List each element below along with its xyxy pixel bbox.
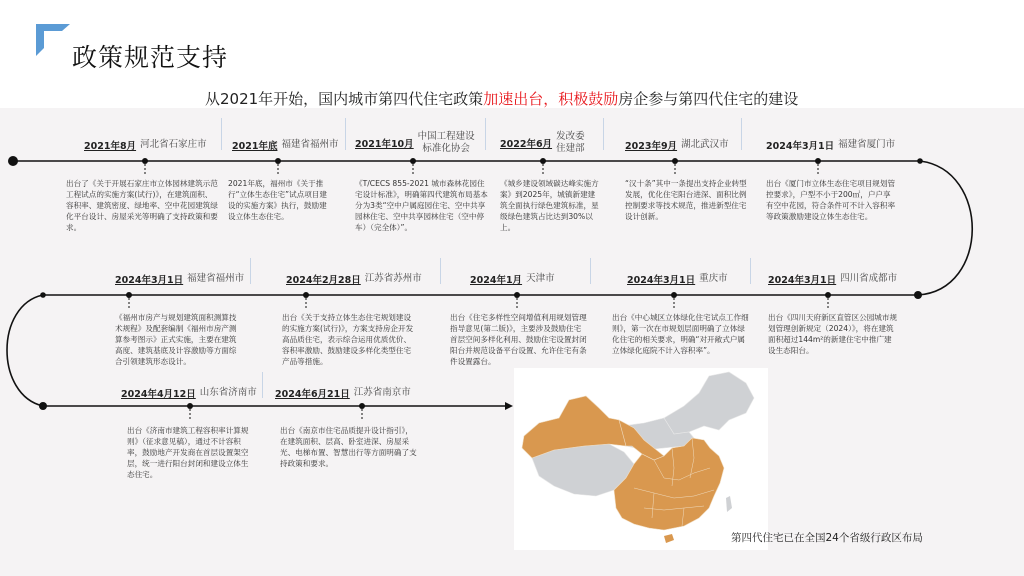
event-location: 福建省福州市 bbox=[281, 139, 339, 150]
event-location: 江苏省苏州市 bbox=[364, 273, 422, 284]
event-location: 山东省济南市 bbox=[199, 387, 257, 398]
event-description: 2021年底，福州市《关于推行“立体生态住宅”试点项目建设的实施方案》执行，鼓励建设立体生态住宅。 bbox=[228, 179, 327, 221]
subtitle-prefix: 从2021年开始，国内城市第四代住宅政策 bbox=[205, 90, 484, 108]
map-caption: 第四代住宅已在全国24个省级行政区布局 bbox=[731, 532, 923, 544]
event-date: 2024年1月 bbox=[470, 275, 523, 286]
event-description: 出台《济南市建筑工程容积率计算规则》（征求意见稿），通过不计容积率，鼓励地产开发商在首层设置架空层，统一进行阳台封闭和建设立体生态住宅。 bbox=[127, 426, 249, 479]
event-header bbox=[768, 272, 897, 286]
event-description: 出台《住宅多样性空间增值利用规划管理指导意见(第二版)》，主要涉及鼓励住宅首层空间多样化利用、鼓励住宅设置封闭阳台并规范设备平台设置、允许住宅有条件设置露台。 bbox=[450, 313, 587, 366]
separator bbox=[345, 118, 346, 150]
event-date: 2024年3月1日 bbox=[766, 141, 835, 152]
event-date: 2024年6月21日 bbox=[275, 389, 350, 400]
subtitle bbox=[205, 88, 798, 109]
event-location: 天津市 bbox=[526, 273, 555, 284]
event-description: 《城乡建设领域碳达峰实施方案》到2025年，城镇新建建筑全面执行绿色建筑标准，星级绿色建筑占比达到30%以上。 bbox=[500, 179, 599, 232]
separator bbox=[750, 258, 751, 284]
event-description: 出台《四川天府新区直管区公园城市规划管理创新规定（2024）》，将在建筑面积超过144m²的新建住宅中推广建设生态阳台。 bbox=[768, 313, 898, 355]
event-location: 河北省石家庄市 bbox=[140, 139, 207, 150]
event-description: 《T/CECS 855-2021 城市森林花园住宅设计标准》，明确第四代建筑布局基本分为3类“空中户属庭园住宅、空中共享园林住宅、空中共享园林住宅（空中停车）（完全体）”。 bbox=[355, 179, 488, 232]
event-description: 出台《南京市住宅品质提升设计指引》，在建筑面积、层高、卧室进深、房屋采光、电梯布置、智慧出行等方面明确了支持政策和要求。 bbox=[280, 426, 417, 468]
event-header bbox=[84, 138, 207, 152]
separator bbox=[262, 372, 263, 398]
event-date: 2024年4月12日 bbox=[121, 389, 196, 400]
event-date: 2021年8月 bbox=[84, 141, 137, 152]
separator bbox=[440, 258, 441, 284]
separator bbox=[250, 258, 251, 284]
event-location: 四川省成都市 bbox=[840, 273, 898, 284]
event-location: 福建省福州市 bbox=[187, 273, 245, 284]
subtitle-highlight-encourage: 积极鼓励 bbox=[558, 90, 619, 108]
event-date: 2024年3月1日 bbox=[627, 275, 696, 286]
event-description: 《福州市房产与规划建筑面积测算技术规程》及配套编制《福州市房产测算参考图示》正式实施，主要在建筑高度、建筑基底及计容激励等方面综合引领建筑形态设计。 bbox=[115, 313, 237, 366]
event-date: 2024年3月1日 bbox=[768, 275, 837, 286]
event-description: 出台《厦门市立体生态住宅项目规划管控要求》，户型不小于200㎡，户户享有空中花园，符合条件可不计入容积率等政策激励建设立体生态住宅。 bbox=[766, 179, 896, 221]
china-map bbox=[514, 368, 768, 550]
event-header bbox=[121, 386, 257, 400]
event-header bbox=[355, 131, 475, 155]
location-line: 标准化协会 bbox=[422, 143, 470, 154]
event-header bbox=[470, 272, 555, 286]
event-header bbox=[115, 272, 244, 286]
event-location bbox=[418, 131, 475, 155]
event-location: 福建省厦门市 bbox=[838, 139, 896, 150]
event-description: 出台《中心城区立体绿化住宅试点工作细则》，第一次在市规划层面明确了立体绿化住宅的相关要求，明确“对开敞式户属立体绿化庭院不计入容积率”。 bbox=[612, 313, 749, 355]
event-date: 2024年3月1日 bbox=[115, 275, 184, 286]
separator bbox=[221, 118, 222, 150]
location-line: 发改委 bbox=[556, 131, 585, 142]
subtitle-highlight-accelerate: 加速出台， bbox=[483, 90, 559, 108]
event-header bbox=[232, 138, 338, 152]
event-header bbox=[625, 138, 729, 152]
event-date: 2021年底 bbox=[232, 141, 278, 152]
event-description: 出台了《关于开展石家庄市立体园林建筑示范工程试点的实施方案(试行)》，在建筑面积、容积率、建筑密度、绿地率、空中花园建筑绿化平台设计、房屋采光等明确了支持政策和要求。 bbox=[66, 179, 218, 232]
location-line: 住建部 bbox=[556, 143, 585, 154]
event-location: 湖北武汉市 bbox=[681, 139, 729, 150]
location-line: 中国工程建设 bbox=[417, 131, 475, 142]
china-map-graphic bbox=[514, 368, 768, 550]
event-description: 出台《关于支持立体生态住宅规划建设的实施方案(试行)》，方案支持房企开发高品质住宅，表示综合运用优质优价、容积率激励、鼓励建设多样化类型住宅产品等措施。 bbox=[282, 313, 414, 366]
separator bbox=[590, 258, 591, 284]
separator bbox=[485, 118, 486, 150]
event-description: “汉十条”其中一条提出支持企业转型发展，优化住宅阳台进深、面积比例控制要求等技术规范，推进新型住宅设计创新。 bbox=[625, 179, 747, 221]
separator bbox=[741, 118, 742, 150]
event-date: 2024年2月28日 bbox=[286, 275, 361, 286]
separator bbox=[603, 118, 604, 150]
subtitle-suffix: 房企参与第四代住宅的建设 bbox=[618, 90, 799, 108]
event-header bbox=[766, 138, 895, 152]
event-date: 2023年9月 bbox=[625, 141, 678, 152]
corner-bracket-icon bbox=[36, 24, 70, 56]
event-header bbox=[275, 386, 411, 400]
page-title: 政策规范支持 bbox=[72, 43, 229, 72]
event-location: 江苏省南京市 bbox=[353, 387, 411, 398]
event-header bbox=[286, 272, 422, 286]
event-location bbox=[556, 131, 585, 155]
event-header bbox=[627, 272, 728, 286]
event-location: 重庆市 bbox=[699, 273, 728, 284]
event-date: 2022年6月 bbox=[500, 139, 553, 150]
event-header bbox=[500, 131, 585, 155]
event-date: 2021年10月 bbox=[355, 139, 414, 150]
